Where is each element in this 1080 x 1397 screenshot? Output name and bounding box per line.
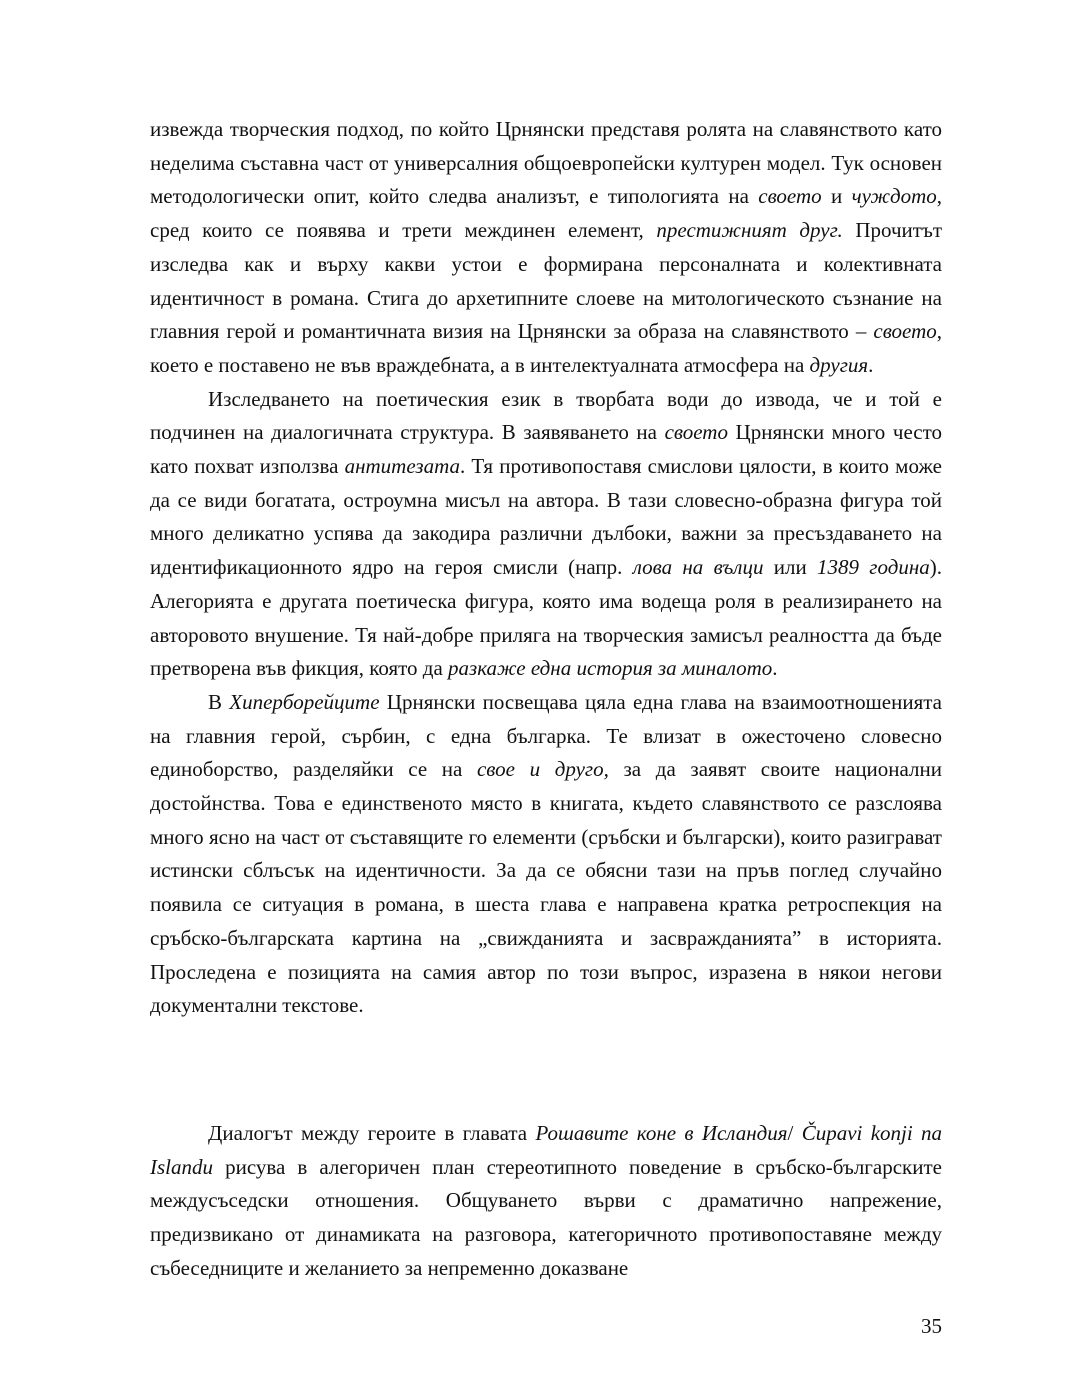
italic-term: Хиперборейците — [229, 689, 380, 714]
text-run: В — [208, 689, 230, 714]
italic-term: своето — [758, 184, 822, 209]
paragraph-2 — [150, 383, 942, 686]
text-run: . Тя противопоставя смислови цялости, в които може да се види богатата, остроумна мисъл на автора. В тази словесно-образна фигура той много деликатно успява да закодира различни дълбоки, важни за пресъздаването на идентификационното ядро на героя смисли (напр. — [150, 454, 943, 580]
second-text-block — [150, 1117, 942, 1286]
italic-term: лова на вълци — [632, 555, 764, 580]
text-run: Црнянски посвещава цяла една глава на взаимоотношенията на главния герой, сърбин, с една българка. Те влизат в ожесточено словесно единоборство, разделяйки се на — [150, 689, 943, 782]
text-run: / — [787, 1121, 802, 1145]
italic-term: своето — [664, 420, 728, 445]
paragraph-3 — [150, 686, 942, 1023]
italic-term: своето — [873, 319, 937, 344]
text-run: или — [763, 555, 817, 580]
text-run: ). Алегорията е другата поетическа фигура, която има водеща роля в реализирането на авторовото внушение. Тя най-добре приляга на творческия замисъл реалността да бъде претворена във фикция, която да — [150, 555, 942, 681]
text-run: за да заявят своите национални достойнства. Това е единственото място в книгата, където славянството се разслоява много ясно на част от съставящите го елементи (сръбски и български), които разиграват истински сблъсък на идентичности. За да се обясни тази на пръв поглед случайно появила се ситуация в романа, в шеста глава е направена кратка ретроспекция на сръбско-българската картина на „свижданията и засвражданията” в историята. Проследена е позицията на самия автор по този въпрос, изразена в някои негови документални текстове. — [150, 757, 942, 1018]
italic-term: разкаже една история за миналото — [448, 656, 773, 681]
italic-term: престижният друг. — [656, 218, 843, 243]
italic-term: 1389 година — [817, 555, 930, 580]
text-run: Црнянски много често като похват използва — [150, 420, 943, 479]
italic-term: Рошавите коне в Исландия — [535, 1121, 788, 1145]
text-run: . — [772, 656, 778, 681]
text-run: Диалогът между героите в главата — [208, 1121, 536, 1145]
text-run: , сред които се появява и трети междинен елемент, — [150, 184, 943, 243]
text-run: и — [821, 184, 852, 209]
main-text-block — [150, 113, 942, 1023]
paragraph-1 — [150, 113, 942, 383]
italic-term: Čupavi konji na Islandu — [150, 1121, 943, 1179]
text-run: рисува в алегоричен план стереотипното поведение в сръбско-българските междусъседски отношения. Общуването върви с драматично напрежение, предизвикано от динамиката на разговора, категоричното противопоставяне между събеседниците и желанието за непременно доказване — [150, 1154, 942, 1280]
text-run: . — [868, 352, 874, 377]
page-number: 35 — [921, 1314, 942, 1338]
text-run: , което е поставено не във враждебната, а в интелектуалната атмосфера на — [150, 319, 942, 377]
text-run: Изследването на поетическия език в творбата води до извода, че и той е подчинен на диалогичната структура. В заявяването на — [150, 386, 942, 445]
italic-term: чуждото — [851, 184, 937, 209]
italic-term: другия — [809, 352, 869, 377]
text-run: извежда творческия подход, по който Црнянски представя ролята на славянството като неделима съставна част от универсалния общоевропейски културен модел. Тук основен методологически опит, който следва анализът, е типологията на — [150, 117, 942, 209]
italic-term: антитезата — [344, 454, 460, 479]
italic-term: свое и друго, — [476, 757, 609, 782]
text-run: Прочитът изследва как и върху какви устои е формирана персоналната и колективната идентичност в романа. Стига до архетипните слоеве на митологическото съзнание на главния герой и романтичната визия на Црнянски за образа на славянството – — [150, 218, 943, 344]
paragraph-4 — [150, 1117, 942, 1286]
